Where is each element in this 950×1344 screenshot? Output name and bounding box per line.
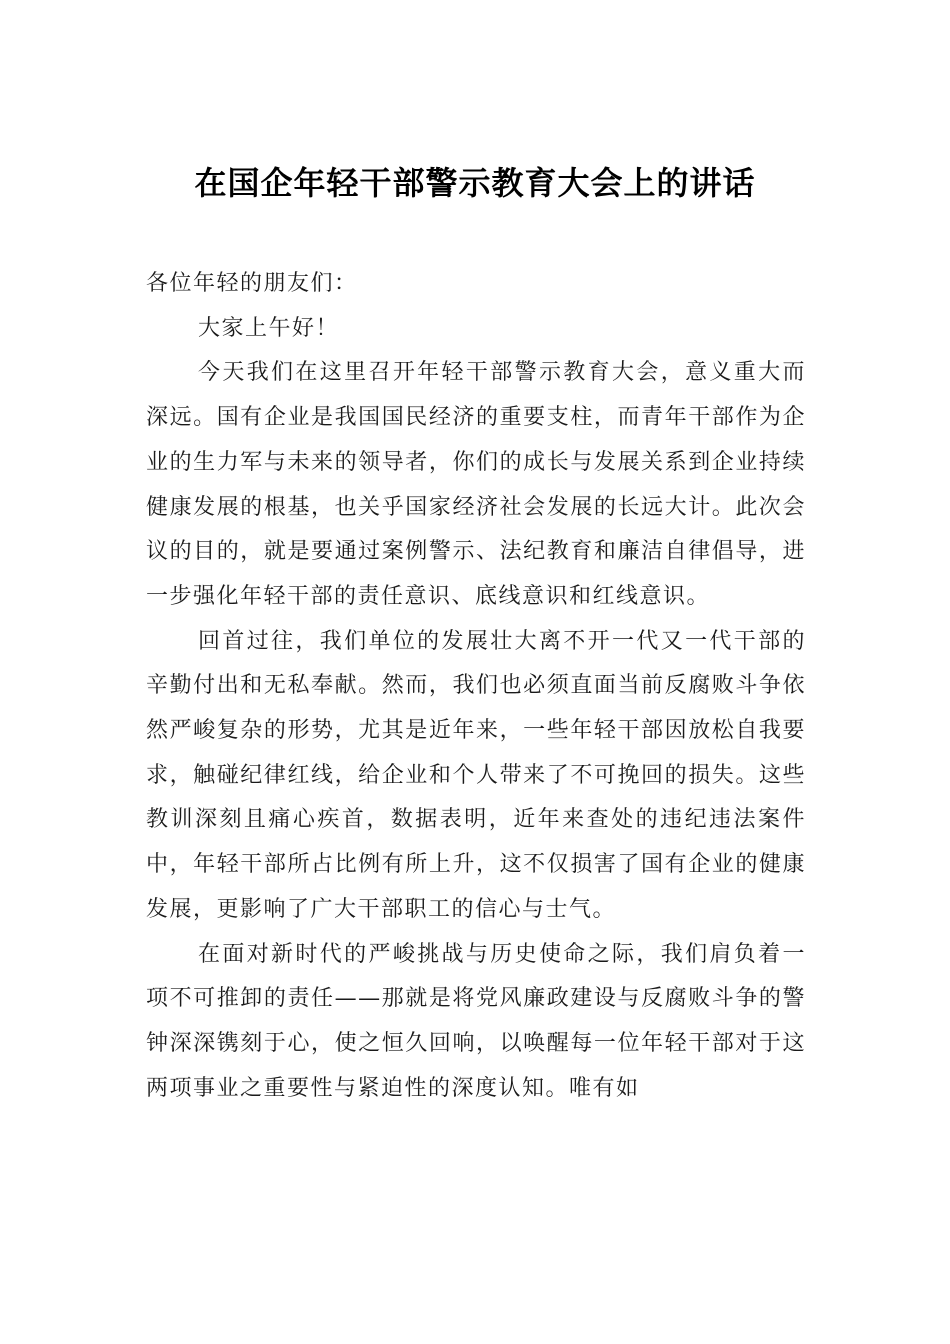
document-title: 在国企年轻干部警示教育大会上的讲话: [194, 164, 756, 202]
paragraph-3: 在面对新时代的严峻挑战与历史使命之际，我们肩负着一项不可推卸的责任——那就是将党风廉政建设与反腐败斗争的警钟深深镌刻于心，使之恒久回响，以唤醒每一位年轻干部对于这两项事业之重要性与紧迫性的深度认知。唯有如: [146, 941, 806, 1101]
salutation: 各位年轻的朋友们：: [146, 271, 358, 296]
paragraph-1: 今天我们在这里召开年轻干部警示教育大会，意义重大而深远。国有企业是我国国民经济的重要支柱，而青年干部作为企业的生力军与未来的领导者，你们的成长与发展关系到企业持续健康发展的根基，也关乎国家经济社会发展的长远大计。此次会议的目的，就是要通过案例警示、法纪教育和廉洁自律倡导，进一步强化年轻干部的责任意识、底线意识和红线意识。: [146, 360, 806, 609]
paragraph-2: 回首过往，我们单位的发展壮大离不开一代又一代干部的辛勤付出和无私奉献。然而，我们也必须直面当前反腐败斗争依然严峻复杂的形势，尤其是近年来，一些年轻干部因放松自我要求，触碰纪律红线，给企业和个人带来了不可挽回的损失。这些教训深刻且痛心疾首，数据表明，近年来查处的违纪违法案件中，年轻干部所占比例有所上升，这不仅损害了国有企业的健康发展，更影响了广大干部职工的信心与士气。: [146, 628, 806, 922]
document-body: [146, 262, 806, 1111]
greeting: 大家上午好！: [198, 315, 340, 341]
